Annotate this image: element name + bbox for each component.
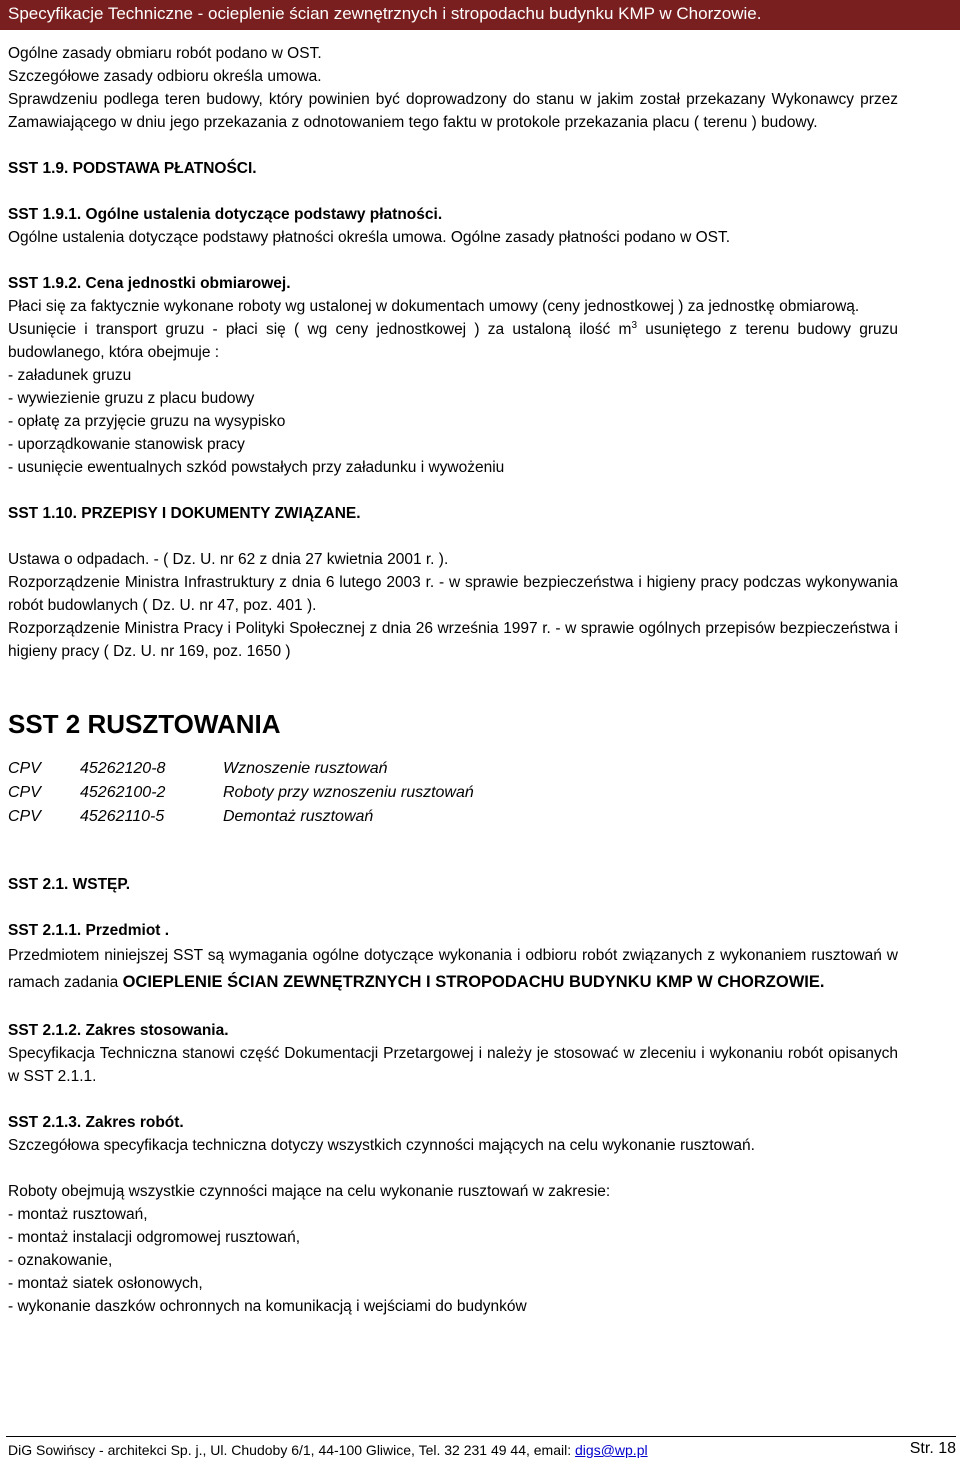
list-item: - montaż siatek osłonowych, <box>8 1275 203 1292</box>
cpv-label: CPV <box>8 784 41 801</box>
paragraph: Szczegółowa specyfikacja techniczna dotyczy wszystkich czynności mających na celu wykonanie rusztowań. <box>8 1137 755 1154</box>
footer <box>8 1442 648 1458</box>
footer-divider <box>6 1436 956 1437</box>
list-item: - usunięcie ewentualnych szkód powstałych przy załadunku i wywożeniu <box>8 459 505 476</box>
cpv-row <box>8 805 898 829</box>
email-link[interactable]: digs@wp.pl <box>575 1442 648 1458</box>
subsection-heading: SST 2.1.3. Zakres robót. <box>8 1114 184 1131</box>
document-title: Specyfikacje Techniczne - ocieplenie ścian zewnętrznych i stropodachu budynku KMP w Chorzowie. <box>8 4 762 23</box>
document-body <box>8 42 898 1318</box>
list-item: - montaż rusztowań, <box>8 1206 148 1223</box>
cpv-description: Demontaż rusztowań <box>223 808 374 825</box>
paragraph <box>8 942 898 996</box>
cpv-code: 45262110-5 <box>80 808 165 825</box>
cpv-label: CPV <box>8 760 41 777</box>
paragraph: Specyfikacja Techniczna stanowi część Dokumentacji Przetargowej i należy je stosować w zleceniu i wykonaniu robót opisanych w SST 2.1.1. <box>8 1045 898 1085</box>
list-item: - załadunek gruzu <box>8 367 132 384</box>
cpv-label: CPV <box>8 808 41 825</box>
subsection-heading: SST 2.1.1. Przedmiot . <box>8 922 170 939</box>
paragraph: Roboty obejmują wszystkie czynności mające na celu wykonanie rusztowań w zakresie: <box>8 1183 611 1200</box>
cpv-row <box>8 781 898 805</box>
list-item: - oznakowanie, <box>8 1252 113 1269</box>
section-heading: SST 1.10. PRZEPISY I DOKUMENTY ZWIĄZANE. <box>8 505 361 522</box>
paragraph: Szczegółowe zasady odbioru określa umowa. <box>8 68 322 85</box>
list-item: - montaż instalacji odgromowej rusztowań, <box>8 1229 301 1246</box>
project-name: OCIEPLENIE ŚCIAN ZEWNĘTRZNYCH I STROPODACHU BUDYNKU KMP W CHORZOWIE. <box>122 973 825 991</box>
paragraph: Ogólne ustalenia dotyczące podstawy płatności określa umowa. Ogólne zasady płatności podano w OST. <box>8 229 731 246</box>
list-item: - uporządkowanie stanowisk pracy <box>8 436 245 453</box>
law-reference: Rozporządzenie Ministra Infrastruktury z dnia 6 lutego 2003 r. - w sprawie bezpieczeństwa i higieny pracy podczas wykonywania robót budowlanych ( Dz. U. nr 47, poz. 401 ). <box>8 574 898 614</box>
text-run: Przedmiotem niniejszej SST są wymagania ogólne dotyczące wykonania i odbioru robót związanych z wykonaniem rusztowań w ramach zadania <box>8 947 898 991</box>
superscript: 3 <box>631 319 637 331</box>
cpv-description: Wznoszenie rusztowań <box>223 760 388 777</box>
chapter-title: SST 2 RUSZTOWANIA <box>8 709 281 739</box>
text-run: usuniętego z terenu budowy gruzu budowlanego, która obejmuje : <box>8 321 898 361</box>
paragraph: Ogólne zasady obmiaru robót podano w OST. <box>8 45 322 62</box>
cpv-code: 45262120-8 <box>80 760 166 777</box>
page-number: Str. 18 <box>909 1440 956 1457</box>
text-run: Usunięcie i transport gruzu - płaci się ( wg ceny jednostkowej ) za ustaloną ilość m <box>8 321 632 338</box>
section-heading: SST 1.9. PODSTAWA PŁATNOŚCI. <box>8 160 257 177</box>
subsection-heading: SST 1.9.2. Cena jednostki obmiarowej. <box>8 275 291 292</box>
cpv-code: 45262100-2 <box>80 784 166 801</box>
law-reference: Ustawa o odpadach. - ( Dz. U. nr 62 z dnia 27 kwietnia 2001 r. ). <box>8 551 449 568</box>
list-item: - opłatę za przyjęcie gruzu na wysypisko <box>8 413 286 430</box>
paragraph <box>8 318 898 364</box>
paragraph: Sprawdzeniu podlega teren budowy, który powinien być doprowadzony do stanu w jakim został przekazany Wykonawcy przez Zamawiającego w dniu jego przekazania z odnotowaniem tego faktu w protokole przekazania placu ( terenu ) budowy. <box>8 91 898 131</box>
list-item: - wykonanie daszków ochronnych na komunikacją i wejściami do budynków <box>8 1298 527 1315</box>
list-item: - wywiezienie gruzu z placu budowy <box>8 390 255 407</box>
subsection-heading: SST 1.9.1. Ogólne ustalenia dotyczące podstawy płatności. <box>8 206 443 223</box>
law-reference: Rozporządzenie Ministra Pracy i Polityki Społecznej z dnia 26 września 1997 r. - w sprawie ogólnych przepisów bezpieczeństwa i higieny pracy ( Dz. U. nr 169, poz. 1650 ) <box>8 620 898 660</box>
subsection-heading: SST 2.1.2. Zakres stosowania. <box>8 1022 229 1039</box>
paragraph: Płaci się za faktycznie wykonane roboty wg ustalonej w dokumentach umowy (ceny jednostkowej ) za jednostkę obmiarową. <box>8 298 860 315</box>
footer-address: DiG Sowińscy - architekci Sp. j., Ul. Chudoby 6/1, 44-100 Gliwice, Tel. 32 231 49 44, email: <box>8 1442 576 1458</box>
cpv-description: Roboty przy wznoszeniu rusztowań <box>223 784 474 801</box>
cpv-row <box>8 757 898 781</box>
section-heading: SST 2.1. WSTĘP. <box>8 876 131 893</box>
header-bar <box>0 0 960 30</box>
